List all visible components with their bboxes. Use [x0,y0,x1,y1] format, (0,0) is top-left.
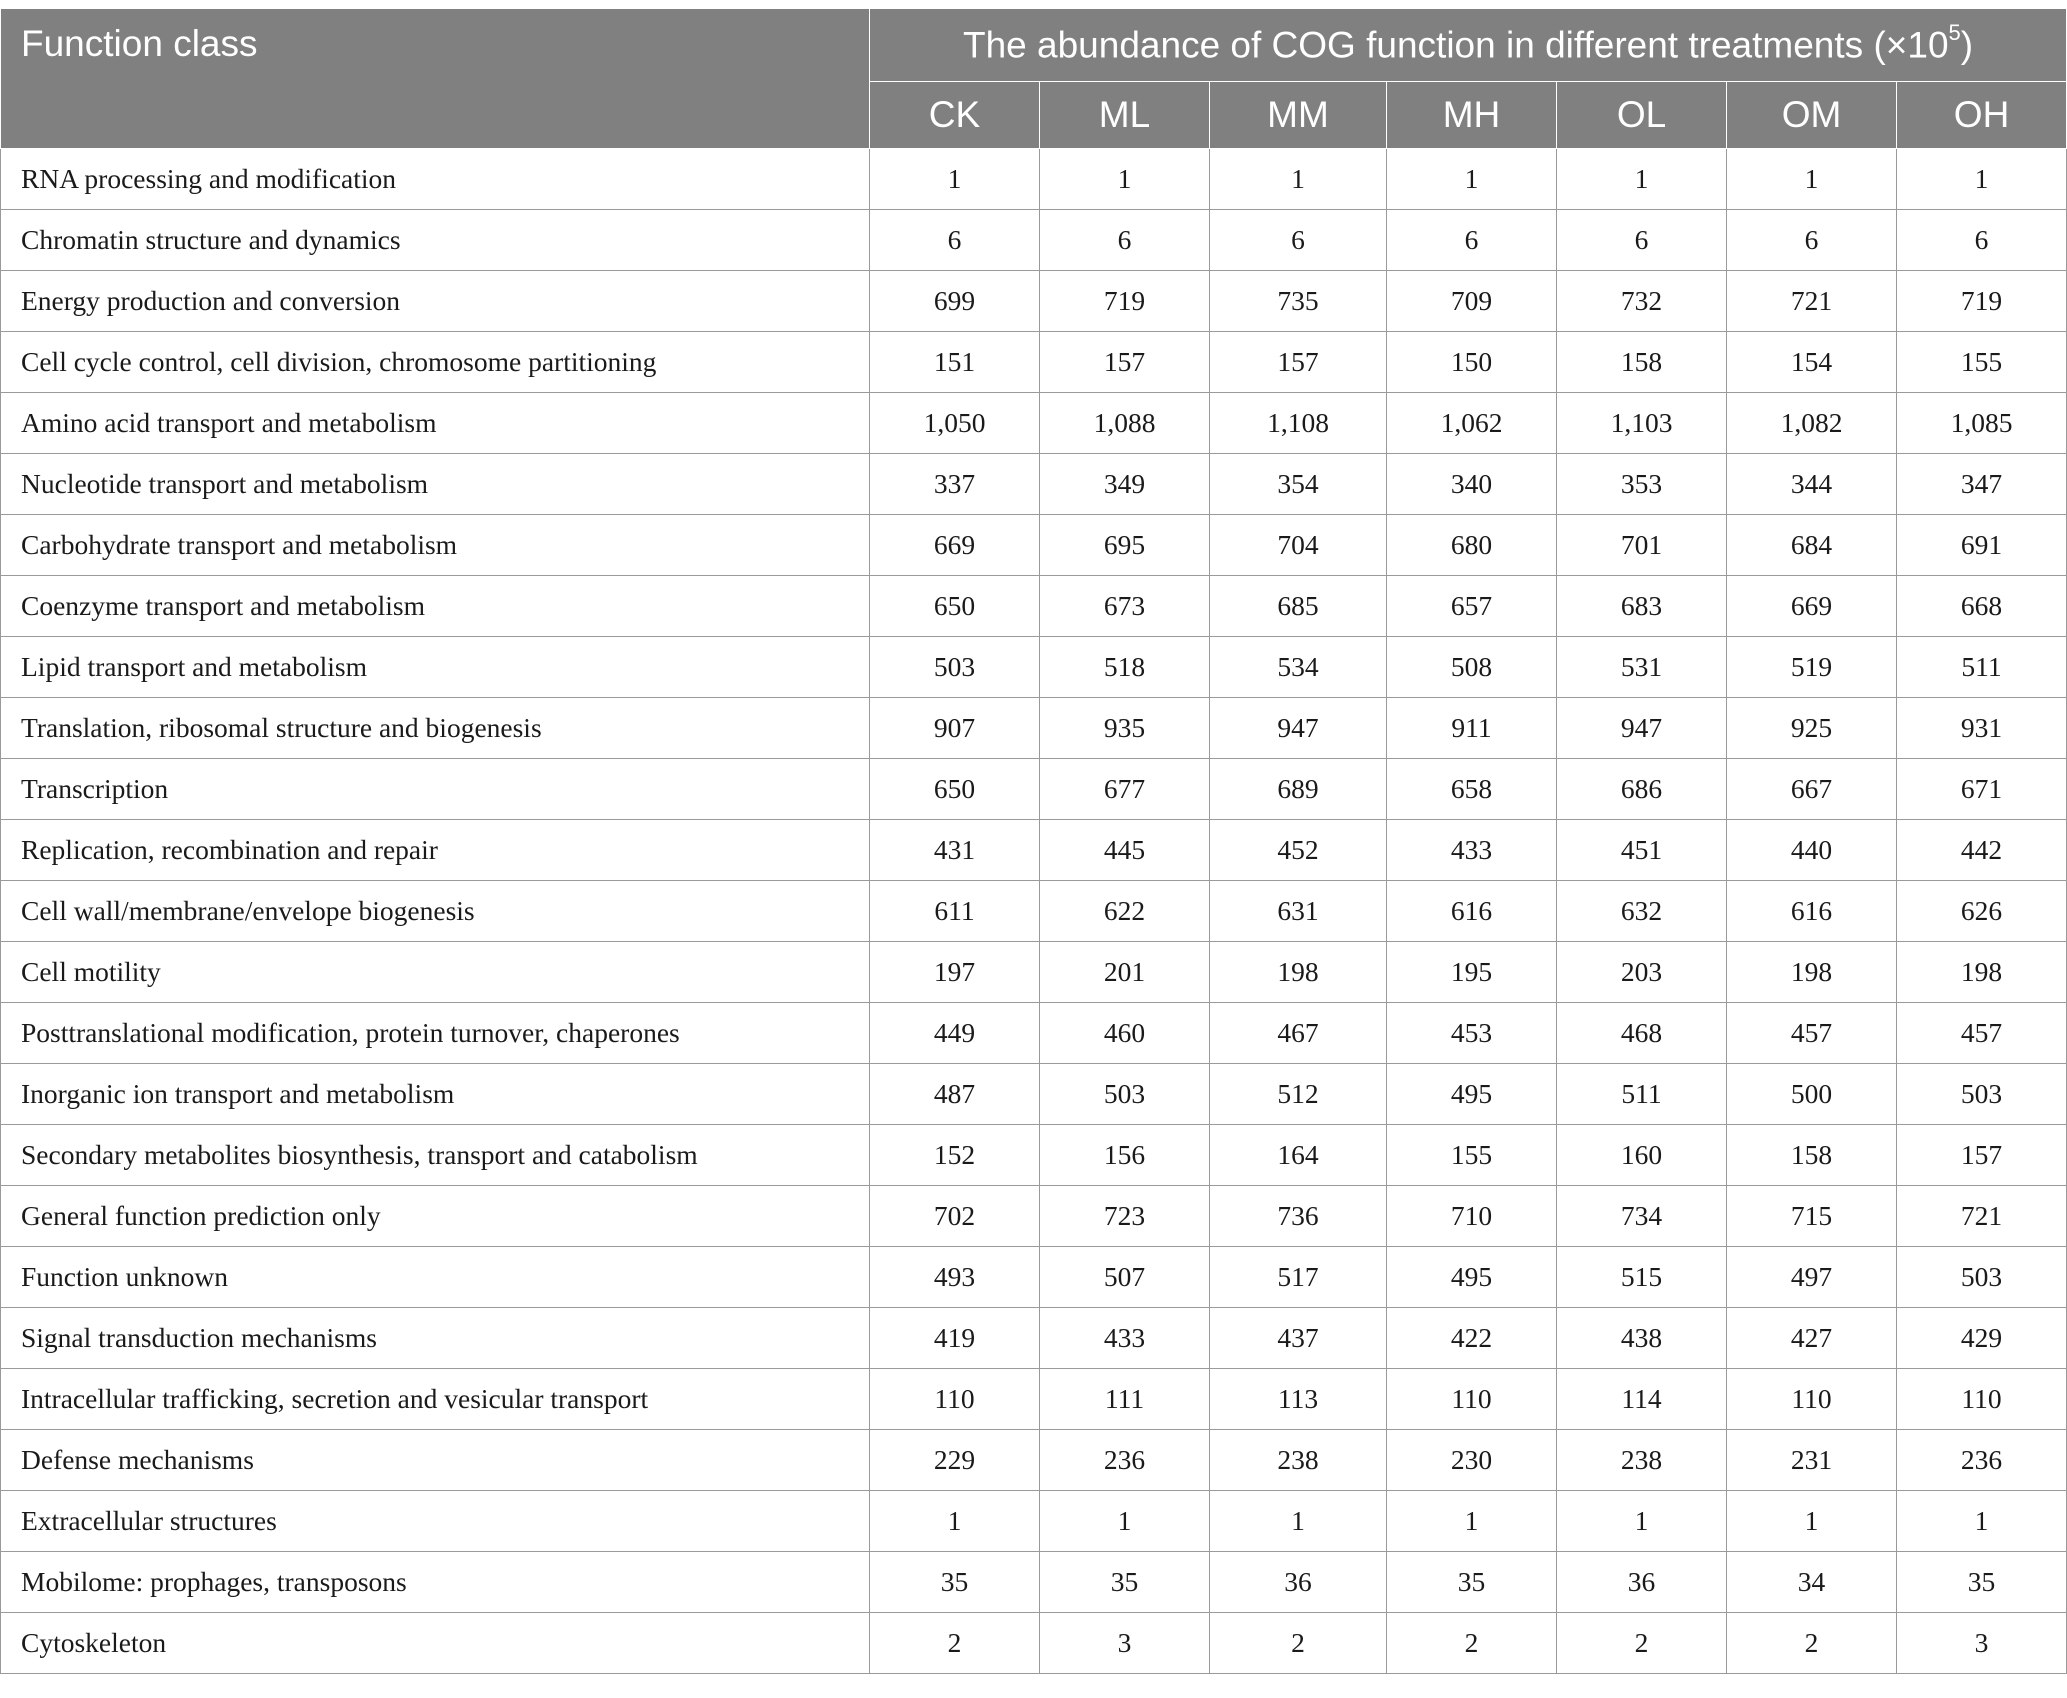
table-row [1,1369,2067,1430]
abundance-value-cell: 1,103 [1557,393,1727,454]
abundance-value-cell: 1,108 [1210,393,1387,454]
abundance-value-cell: 35 [1387,1552,1557,1613]
abundance-value-cell: 1,088 [1040,393,1210,454]
abundance-value-cell: 111 [1040,1369,1210,1430]
abundance-value-cell: 427 [1727,1308,1897,1369]
abundance-value-cell: 734 [1557,1186,1727,1247]
abundance-value-cell: 156 [1040,1125,1210,1186]
abundance-value-cell: 6 [1387,210,1557,271]
abundance-value-cell: 35 [870,1552,1040,1613]
function-class-cell: Lipid transport and metabolism [1,637,870,698]
table-row [1,1430,2067,1491]
abundance-value-cell: 160 [1557,1125,1727,1186]
table-row [1,576,2067,637]
table-row [1,393,2067,454]
abundance-value-cell: 632 [1557,881,1727,942]
abundance-value-cell: 151 [870,332,1040,393]
abundance-value-cell: 453 [1387,1003,1557,1064]
abundance-value-cell: 157 [1040,332,1210,393]
function-class-cell: Nucleotide transport and metabolism [1,454,870,515]
function-class-cell: General function prediction only [1,1186,870,1247]
abundance-value-cell: 1 [1557,149,1727,210]
abundance-value-cell: 616 [1727,881,1897,942]
abundance-value-cell: 6 [1897,210,2067,271]
function-class-cell: Transcription [1,759,870,820]
abundance-value-cell: 110 [1727,1369,1897,1430]
table-row [1,698,2067,759]
abundance-value-cell: 429 [1897,1308,2067,1369]
table-row [1,759,2067,820]
table-row [1,1491,2067,1552]
abundance-value-cell: 611 [870,881,1040,942]
abundance-value-cell: 114 [1557,1369,1727,1430]
abundance-value-cell: 422 [1387,1308,1557,1369]
abundance-value-cell: 669 [870,515,1040,576]
abundance-group-close: ) [1960,24,1974,66]
table-row [1,881,2067,942]
abundance-value-cell: 736 [1210,1186,1387,1247]
abundance-value-cell: 650 [870,759,1040,820]
abundance-value-cell: 445 [1040,820,1210,881]
abundance-value-cell: 203 [1557,942,1727,1003]
abundance-value-cell: 457 [1727,1003,1897,1064]
abundance-value-cell: 512 [1210,1064,1387,1125]
abundance-value-cell: 3 [1040,1613,1210,1674]
table-row [1,1186,2067,1247]
abundance-value-cell: 437 [1210,1308,1387,1369]
abundance-value-cell: 238 [1210,1430,1387,1491]
abundance-value-cell: 433 [1387,820,1557,881]
function-class-cell: Posttranslational modification, protein turnover, chaperones [1,1003,870,1064]
table-row [1,271,2067,332]
abundance-value-cell: 518 [1040,637,1210,698]
abundance-value-cell: 113 [1210,1369,1387,1430]
abundance-value-cell: 719 [1040,271,1210,332]
abundance-value-cell: 1,050 [870,393,1040,454]
abundance-value-cell: 658 [1387,759,1557,820]
column-header-ml: ML [1040,82,1210,149]
abundance-value-cell: 155 [1897,332,2067,393]
abundance-value-cell: 158 [1727,1125,1897,1186]
abundance-value-cell: 947 [1557,698,1727,759]
abundance-value-cell: 347 [1897,454,2067,515]
abundance-value-cell: 495 [1387,1247,1557,1308]
abundance-value-cell: 511 [1557,1064,1727,1125]
function-class-cell: Extracellular structures [1,1491,870,1552]
function-class-cell: RNA processing and modification [1,149,870,210]
abundance-value-cell: 531 [1557,637,1727,698]
abundance-value-cell: 616 [1387,881,1557,942]
abundance-value-cell: 438 [1557,1308,1727,1369]
table-row [1,515,2067,576]
abundance-value-cell: 353 [1557,454,1727,515]
abundance-value-cell: 2 [1557,1613,1727,1674]
abundance-value-cell: 1 [870,1491,1040,1552]
abundance-value-cell: 2 [870,1613,1040,1674]
table-row [1,454,2067,515]
abundance-value-cell: 497 [1727,1247,1897,1308]
abundance-value-cell: 152 [870,1125,1040,1186]
abundance-value-cell: 626 [1897,881,2067,942]
abundance-value-cell: 519 [1727,637,1897,698]
function-class-cell: Intracellular trafficking, secretion and vesicular transport [1,1369,870,1430]
abundance-value-cell: 493 [870,1247,1040,1308]
table-row [1,1613,2067,1674]
abundance-value-cell: 500 [1727,1064,1897,1125]
abundance-value-cell: 511 [1897,637,2067,698]
abundance-value-cell: 6 [1040,210,1210,271]
abundance-value-cell: 230 [1387,1430,1557,1491]
function-class-cell: Cell wall/membrane/envelope biogenesis [1,881,870,942]
abundance-value-cell: 2 [1727,1613,1897,1674]
abundance-value-cell: 36 [1557,1552,1727,1613]
function-class-cell: Inorganic ion transport and metabolism [1,1064,870,1125]
abundance-value-cell: 344 [1727,454,1897,515]
abundance-value-cell: 935 [1040,698,1210,759]
abundance-value-cell: 735 [1210,271,1387,332]
abundance-value-cell: 723 [1040,1186,1210,1247]
column-header-oh: OH [1897,82,2067,149]
function-class-cell: Replication, recombination and repair [1,820,870,881]
abundance-value-cell: 1 [1040,149,1210,210]
abundance-value-cell: 680 [1387,515,1557,576]
abundance-value-cell: 685 [1210,576,1387,637]
abundance-value-cell: 201 [1040,942,1210,1003]
table-row [1,332,2067,393]
abundance-value-cell: 1 [1210,149,1387,210]
function-class-cell: Defense mechanisms [1,1430,870,1491]
abundance-value-cell: 35 [1897,1552,2067,1613]
abundance-value-cell: 110 [870,1369,1040,1430]
abundance-value-cell: 1 [1897,149,2067,210]
abundance-value-cell: 1 [1557,1491,1727,1552]
abundance-value-cell: 631 [1210,881,1387,942]
abundance-value-cell: 1 [1387,1491,1557,1552]
abundance-value-cell: 689 [1210,759,1387,820]
abundance-value-cell: 721 [1727,271,1897,332]
abundance-value-cell: 457 [1897,1003,2067,1064]
abundance-value-cell: 669 [1727,576,1897,637]
abundance-value-cell: 650 [870,576,1040,637]
abundance-value-cell: 449 [870,1003,1040,1064]
abundance-value-cell: 197 [870,942,1040,1003]
function-class-cell: Coenzyme transport and metabolism [1,576,870,637]
abundance-value-cell: 947 [1210,698,1387,759]
abundance-value-cell: 198 [1897,942,2067,1003]
abundance-value-cell: 1 [1897,1491,2067,1552]
function-class-cell: Energy production and conversion [1,271,870,332]
abundance-value-cell: 503 [1897,1064,2067,1125]
abundance-value-cell: 487 [870,1064,1040,1125]
abundance-value-cell: 157 [1210,332,1387,393]
abundance-value-cell: 534 [1210,637,1387,698]
abundance-group-header [870,9,2067,82]
abundance-value-cell: 155 [1387,1125,1557,1186]
abundance-value-cell: 1,085 [1897,393,2067,454]
table-row [1,820,2067,881]
abundance-value-cell: 198 [1210,942,1387,1003]
table-row [1,637,2067,698]
column-header-mm: MM [1210,82,1387,149]
abundance-value-cell: 508 [1387,637,1557,698]
abundance-value-cell: 6 [870,210,1040,271]
column-header-ol: OL [1557,82,1727,149]
abundance-value-cell: 503 [870,637,1040,698]
abundance-group-title: The abundance of COG function in different treatments (×10 [962,24,1949,66]
abundance-value-cell: 110 [1897,1369,2067,1430]
column-header-ck: CK [870,82,1040,149]
abundance-value-cell: 1 [1040,1491,1210,1552]
abundance-value-cell: 238 [1557,1430,1727,1491]
abundance-value-cell: 198 [1727,942,1897,1003]
table-row [1,210,2067,271]
abundance-value-cell: 702 [870,1186,1040,1247]
function-class-header: Function class [1,9,870,149]
abundance-value-cell: 34 [1727,1552,1897,1613]
abundance-value-cell: 695 [1040,515,1210,576]
abundance-value-cell: 419 [870,1308,1040,1369]
abundance-value-cell: 6 [1210,210,1387,271]
abundance-value-cell: 907 [870,698,1040,759]
abundance-value-cell: 699 [870,271,1040,332]
function-class-cell: Chromatin structure and dynamics [1,210,870,271]
abundance-value-cell: 433 [1040,1308,1210,1369]
column-header-mh: MH [1387,82,1557,149]
abundance-value-cell: 671 [1897,759,2067,820]
function-class-cell: Cell motility [1,942,870,1003]
abundance-value-cell: 677 [1040,759,1210,820]
table-row [1,1064,2067,1125]
abundance-value-cell: 349 [1040,454,1210,515]
table-body [1,149,2067,1674]
abundance-value-cell: 1,082 [1727,393,1897,454]
abundance-value-cell: 35 [1040,1552,1210,1613]
abundance-value-cell: 673 [1040,576,1210,637]
abundance-value-cell: 236 [1897,1430,2067,1491]
abundance-value-cell: 719 [1897,271,2067,332]
abundance-value-cell: 340 [1387,454,1557,515]
abundance-value-cell: 1 [1727,1491,1897,1552]
abundance-value-cell: 1,062 [1387,393,1557,454]
abundance-value-cell: 236 [1040,1430,1210,1491]
abundance-value-cell: 709 [1387,271,1557,332]
abundance-value-cell: 6 [1727,210,1897,271]
table-row [1,1552,2067,1613]
abundance-value-cell: 468 [1557,1003,1727,1064]
function-class-cell: Amino acid transport and metabolism [1,393,870,454]
abundance-value-cell: 6 [1557,210,1727,271]
function-class-cell: Cytoskeleton [1,1613,870,1674]
abundance-value-cell: 503 [1897,1247,2067,1308]
function-class-cell: Cell cycle control, cell division, chromosome partitioning [1,332,870,393]
abundance-value-cell: 683 [1557,576,1727,637]
abundance-value-cell: 515 [1557,1247,1727,1308]
abundance-value-cell: 1 [870,149,1040,210]
abundance-value-cell: 431 [870,820,1040,881]
table-row [1,942,2067,1003]
abundance-value-cell: 667 [1727,759,1897,820]
abundance-value-cell: 1 [1387,149,1557,210]
abundance-value-cell: 150 [1387,332,1557,393]
abundance-value-cell: 154 [1727,332,1897,393]
abundance-value-cell: 1 [1210,1491,1387,1552]
abundance-value-cell: 451 [1557,820,1727,881]
table-row [1,1125,2067,1186]
abundance-value-cell: 517 [1210,1247,1387,1308]
table-header [1,9,2067,149]
abundance-group-exponent: 5 [1948,19,1961,45]
abundance-value-cell: 157 [1897,1125,2067,1186]
function-class-cell: Carbohydrate transport and metabolism [1,515,870,576]
table-row [1,149,2067,210]
abundance-value-cell: 495 [1387,1064,1557,1125]
abundance-value-cell: 158 [1557,332,1727,393]
abundance-value-cell: 931 [1897,698,2067,759]
abundance-value-cell: 36 [1210,1552,1387,1613]
abundance-value-cell: 715 [1727,1186,1897,1247]
abundance-value-cell: 691 [1897,515,2067,576]
function-class-cell: Secondary metabolites biosynthesis, transport and catabolism [1,1125,870,1186]
cog-abundance-table [0,8,2067,1674]
abundance-value-cell: 657 [1387,576,1557,637]
abundance-value-cell: 1 [1727,149,1897,210]
abundance-value-cell: 701 [1557,515,1727,576]
abundance-value-cell: 668 [1897,576,2067,637]
abundance-value-cell: 732 [1557,271,1727,332]
abundance-value-cell: 231 [1727,1430,1897,1491]
abundance-value-cell: 164 [1210,1125,1387,1186]
abundance-value-cell: 460 [1040,1003,1210,1064]
column-header-om: OM [1727,82,1897,149]
table-row [1,1308,2067,1369]
function-class-cell: Translation, ribosomal structure and biogenesis [1,698,870,759]
abundance-value-cell: 503 [1040,1064,1210,1125]
abundance-value-cell: 710 [1387,1186,1557,1247]
abundance-value-cell: 337 [870,454,1040,515]
abundance-value-cell: 686 [1557,759,1727,820]
abundance-value-cell: 354 [1210,454,1387,515]
function-class-cell: Function unknown [1,1247,870,1308]
abundance-value-cell: 721 [1897,1186,2067,1247]
table-row [1,1247,2067,1308]
cog-abundance-table-container [0,8,2066,1674]
abundance-value-cell: 195 [1387,942,1557,1003]
abundance-value-cell: 442 [1897,820,2067,881]
abundance-value-cell: 507 [1040,1247,1210,1308]
abundance-value-cell: 440 [1727,820,1897,881]
abundance-value-cell: 622 [1040,881,1210,942]
function-class-cell: Mobilome: prophages, transposons [1,1552,870,1613]
abundance-value-cell: 110 [1387,1369,1557,1430]
abundance-value-cell: 2 [1387,1613,1557,1674]
abundance-value-cell: 229 [870,1430,1040,1491]
abundance-value-cell: 3 [1897,1613,2067,1674]
abundance-value-cell: 684 [1727,515,1897,576]
abundance-value-cell: 467 [1210,1003,1387,1064]
abundance-value-cell: 452 [1210,820,1387,881]
function-class-cell: Signal transduction mechanisms [1,1308,870,1369]
abundance-value-cell: 2 [1210,1613,1387,1674]
abundance-value-cell: 704 [1210,515,1387,576]
table-row [1,1003,2067,1064]
abundance-value-cell: 925 [1727,698,1897,759]
abundance-value-cell: 911 [1387,698,1557,759]
